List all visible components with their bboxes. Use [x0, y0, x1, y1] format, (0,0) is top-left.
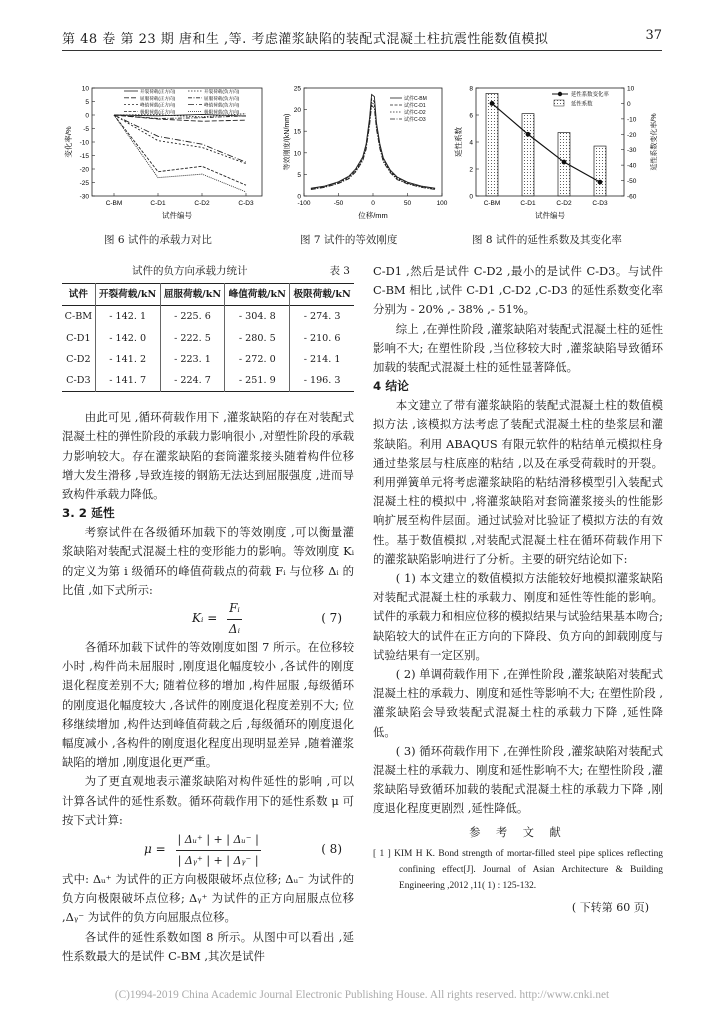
legend-label: 屈服荷载(正方向) — [140, 95, 176, 101]
x-tick-label: 100 — [436, 200, 448, 207]
equation-7-numerator: Fᵢ — [227, 599, 242, 619]
table-header: 屈服荷载/kN — [160, 284, 225, 306]
table-cell: - 141. 7 — [95, 370, 160, 392]
equation-7 — [62, 600, 354, 638]
paragraph: 为了更直观地表示灌浆缺陷对构件延性的影响 ,可以计算各试件的延性系数。循环荷载作用下的延性系数 μ 可按下式计算: — [62, 774, 354, 827]
y-tick-label: 10 — [81, 85, 89, 93]
equation-8-body — [144, 830, 261, 869]
equation-8 — [62, 830, 354, 870]
legend-label: 延性系数变化率 — [571, 92, 609, 98]
legend-label: 极限荷载(负方向) — [204, 109, 240, 115]
table-cell: - 210. 6 — [290, 328, 354, 349]
x-tick-label: 0 — [371, 200, 375, 207]
table-cell: - 251. 9 — [225, 370, 290, 392]
table-cell: - 223. 1 — [160, 349, 225, 370]
bar — [486, 93, 498, 196]
bar — [594, 146, 606, 196]
y-tick-label: -25 — [79, 180, 89, 187]
page-number: 37 — [645, 28, 662, 43]
right-column — [373, 262, 663, 917]
reference-item: [ 1 ] KIM H K. Bond strength of mortar-filled steel pipe splices reflecting confining effect[J]. Journal of Asian Architecture & Building Engineering ,2012 ,11( 1) : 125-132. — [373, 848, 663, 891]
legend-label: 试件C-D2 — [404, 110, 426, 116]
y-axis-label: 等效刚度/(kN/mm) — [284, 113, 291, 171]
table-cell: - 224. 7 — [160, 370, 225, 392]
table-3-number: 表 3 — [329, 265, 350, 277]
table-cell: - 304. 8 — [225, 306, 290, 328]
y-tick-label: 5 — [297, 171, 301, 179]
series-line — [114, 115, 246, 185]
y2-tick-label: -50 — [627, 178, 637, 186]
figure-8-caption: 图 8 试件的延性系数及其变化率 — [472, 234, 622, 246]
paragraph: 式中: Δᵤ⁺ 为试件的正方向极限破坏点位移; Δᵤ⁻ 为试件的负方向极限破坏点位移; Δᵧ⁺ 为试件的正方向屈服点位移 ,Δᵧ⁻ 为试件的负方向屈服点位移。 — [62, 872, 354, 925]
legend-swatch-point — [558, 92, 562, 96]
y-tick-label: -10 — [79, 139, 89, 147]
table-cell: - 142. 0 — [95, 328, 160, 349]
conclusion-3: ( 3) 循环荷载作用下 ,在弹性阶段 ,灌浆缺陷对装配式混凝土柱的承载力、刚度和延性影响不大; 在塑性阶段 ,灌浆缺陷导致循环加载的装配式混凝土柱的承载力下降 ,刚度退化程度更剧烈 ,延性降低。 — [373, 743, 663, 816]
table-row — [62, 306, 354, 328]
equation-8-numerator: | Δᵤ⁺ | + | Δᵤ⁻ | — [176, 830, 261, 850]
table-cell: - 274. 3 — [290, 306, 354, 328]
legend-label: 延性系数 — [571, 101, 593, 108]
y-axis-label: 延性系数 — [454, 127, 463, 157]
y-tick-label: -30 — [79, 193, 89, 201]
table-header-row — [62, 284, 354, 306]
rate-point — [526, 132, 531, 137]
x-tick-label: C-D1 — [520, 200, 536, 207]
table-header: 极限荷载/kN — [290, 284, 354, 306]
rate-point — [598, 180, 603, 185]
y-tick-label: -20 — [79, 166, 89, 174]
continued-note: ( 下转第 60 页) — [571, 900, 649, 914]
series-line — [114, 115, 246, 162]
running-header — [62, 28, 662, 51]
y2-axis-label: 延性系数变化率/% — [651, 113, 658, 171]
table-cell: - 196. 3 — [290, 370, 354, 392]
equation-7-denominator: Δᵢ — [228, 621, 240, 636]
equation-8-denominator: | Δᵧ⁺ | + | Δᵧ⁻ | — [177, 853, 259, 867]
table-cell: - 225. 6 — [160, 306, 225, 328]
x-tick-label: 50 — [403, 200, 412, 207]
equation-7-fraction — [227, 599, 242, 638]
figure-6-caption: 图 6 试件的承载力对比 — [104, 234, 212, 246]
legend-label: 峰值荷载(负方向) — [204, 102, 240, 108]
section-heading-4: 4 结论 — [373, 379, 409, 394]
table-row — [62, 370, 354, 392]
x-tick-label: C-D2 — [194, 200, 210, 207]
y2-tick-label: -30 — [627, 147, 637, 155]
x-axis-label: 试件编号 — [535, 211, 565, 220]
y2-tick-label: -40 — [627, 162, 637, 170]
y-axis-label: 变化率/% — [64, 126, 73, 158]
paragraph: 由此可见 ,循环荷载作用下 ,灌浆缺陷的存在对装配式混凝土柱的弹性阶段的承载力影响很小 ,对塑性阶段的承载力影响较大。存在灌浆缺陷的套筒灌浆接头随着构件位移增大发生滑移 ,导致连接的钢筋无法达到屈服强度 ,进而导致构件承载力降低。 — [62, 410, 355, 502]
x-tick-label: C-D2 — [556, 200, 572, 207]
figure-7-chart — [282, 84, 452, 228]
y-tick-label: 15 — [293, 128, 301, 136]
rate-point — [490, 101, 495, 106]
table-row — [62, 328, 354, 349]
bar — [522, 114, 534, 196]
rate-point — [562, 160, 567, 165]
legend-swatch-bar — [554, 100, 564, 106]
x-tick-label: -100 — [297, 200, 311, 207]
x-tick-label: C-D3 — [592, 200, 608, 207]
figure-8-chart — [454, 84, 664, 228]
table-cell: C-D3 — [66, 375, 91, 387]
y2-tick-label: 10 — [627, 85, 635, 93]
x-tick-label: C-BM — [483, 200, 501, 207]
y-tick-label: 2 — [469, 166, 473, 174]
legend-label: 极限荷载(正方向) — [140, 109, 176, 115]
y-tick-label: 25 — [293, 85, 301, 93]
table-cell: C-D1 — [66, 332, 91, 344]
table-cell: - 272. 0 — [225, 349, 290, 370]
legend-label: 试件C-D1 — [404, 103, 426, 109]
y2-tick-label: -60 — [627, 193, 637, 201]
figure-7-caption: 图 7 试件的等效刚度 — [300, 234, 398, 246]
paragraph: 各试件的延性系数如图 8 所示。从图中可以看出 ,延性系数最大的是试件 C-BM ,其次是试件 — [62, 929, 354, 963]
table-cell: - 280. 5 — [225, 328, 290, 349]
equation-8-fraction — [176, 830, 261, 869]
y-tick-label: 5 — [85, 99, 89, 106]
references-title: 参 考 文 献 — [469, 825, 567, 839]
y2-tick-label: -20 — [627, 131, 637, 139]
left-column — [62, 262, 354, 966]
legend-label: 屈服荷载(负方向) — [204, 95, 240, 101]
x-tick-label: -50 — [333, 200, 344, 207]
table-cell: C-D2 — [66, 353, 91, 365]
conclusion-1: ( 1) 本文建立的数值模拟方法能较好地模拟灌浆缺陷对装配式混凝土柱的承载力、刚度和延性等性能的影响。试件的承载力和相应位移的模拟结果与试验结果基本吻合; 缺陷较大的试件在正方向的下降段、负方向的卸载刚度与试验结果有一定区别。 — [373, 571, 663, 662]
y-tick-label: 0 — [85, 112, 89, 120]
equation-7-number: ( 7) — [321, 611, 342, 626]
x-tick-label: C-BM — [105, 200, 123, 207]
series-line — [114, 115, 246, 164]
x-axis-label: 试件编号 — [162, 211, 192, 220]
table-cell: C-BM — [64, 311, 93, 323]
table-3-title-row — [62, 262, 354, 283]
table-3 — [62, 283, 354, 392]
figure-6-chart — [62, 84, 272, 228]
y-tick-label: 0 — [469, 193, 473, 201]
legend-label: 试件C-D3 — [404, 117, 426, 123]
y2-tick-label: 0 — [627, 100, 631, 108]
legend-label: 试件C-BM — [404, 96, 427, 102]
paragraph: 本文建立了带有灌浆缺陷的装配式混凝土柱的数值模拟方法 ,该模拟方法考虑了装配式混凝土柱的垫浆层和灌浆缺陷。利用 ABAQUS 有限元软件的粘结单元模拟柱身通过垫浆层与柱底座的粘结 ,以及在承受荷载时的开裂。利用弹簧单元将考虑灌浆缺陷的粘结滑移模型引入装配式混凝土柱的模拟中 ,将灌浆缺陷对套筒灌浆接头的性能影响扩展至构件层面。通过试验对比验证了模拟方法的有效性。基于数值模拟 ,对装配式混凝土柱在循环荷载作用下的灌浆缺陷影响进行了分析。主要的研究结论如下: — [373, 398, 663, 566]
paragraph: C-D1 ,然后是试件 C-D2 ,最小的是试件 C-D3。与试件 C-BM 相比 ,试件 C-D1 ,C-D2 ,C-D3 的延性系数变化率分别为 - 20% ,- 38% ,- 51%。 — [373, 264, 663, 317]
y-tick-label: 4 — [469, 139, 473, 147]
x-tick-label: C-D3 — [238, 200, 254, 207]
table-header: 开裂荷载/kN — [95, 284, 160, 306]
header-title: 第 48 卷 第 23 期 唐和生 ,等. 考虑灌浆缺陷的装配式混凝土柱抗震性能数值模拟 — [62, 32, 549, 47]
equation-7-lhs: Kᵢ = — [192, 611, 218, 626]
y-tick-label: 0 — [297, 193, 301, 201]
equation-8-number: ( 8) — [321, 842, 342, 857]
table-cell: - 214. 1 — [290, 349, 354, 370]
table-3-title: 试件的负方向承载力统计 — [132, 265, 248, 277]
paragraph: 各循环加载下试件的等效刚度如图 7 所示。在位移较小时 ,构件尚未屈服时 ,刚度退化幅度较小 ,各试件的刚度退化程度差别不大; 随着位移的增加 ,构件屈服 ,每级循环的刚度退化幅度较大 ,各试件的刚度退化程度差别不大; 位移继续增加 ,构件达到峰值荷载之后 ,每级循环的刚度退化幅度减小 ,各构件的刚度退化程度出现明显差异 ,随着灌浆缺陷的增加 ,刚度退化更严重。 — [62, 640, 354, 770]
section-heading-3-2: 3. 2 延性 — [62, 506, 115, 521]
y-tick-label: 20 — [293, 107, 301, 115]
rate-line — [492, 103, 600, 182]
legend-label: 峰值荷载(正方向) — [140, 102, 176, 108]
legend-label: 开裂荷载(负方向) — [204, 89, 240, 94]
equation-7-body — [192, 599, 242, 638]
table-cell: - 141. 2 — [95, 349, 160, 370]
table-cell: - 222. 5 — [160, 328, 225, 349]
equation-8-lhs: μ = — [144, 842, 166, 857]
series-line — [114, 115, 246, 192]
x-tick-label: C-D1 — [150, 200, 166, 207]
paragraph: 考察试件在各级循环加载下的等效刚度 ,可以衡量灌浆缺陷对装配式混凝土柱的变形能力的影响。等效刚度 Kᵢ 的定义为第 i 级循环的峰值荷载点的荷载 Fᵢ 与位移 Δᵢ 的比值 ,如下式所示: — [62, 525, 354, 597]
table-header: 试件 — [68, 289, 88, 301]
copyright-footer: (C)1994-2019 China Academic Journal Electronic Publishing House. All rights reserved. http://www.cnki.net — [114, 989, 610, 1001]
paragraph: 综上 ,在弹性阶段 ,灌浆缺陷对装配式混凝土柱的延性影响不大; 在塑性阶段 ,当位移较大时 ,灌浆缺陷导致循环加载的装配式混凝土柱的延性显著降低。 — [373, 321, 663, 375]
conclusion-2: ( 2) 单调荷载作用下 ,在弹性阶段 ,灌浆缺陷对装配式混凝土柱的承载力、刚度和延性等影响不大; 在塑性阶段 ,灌浆缺陷会导致装配式混凝土柱的承载力下降 ,延性降低。 — [373, 667, 663, 739]
table-row — [62, 349, 354, 370]
y-tick-label: -15 — [79, 153, 89, 160]
y-tick-label: -5 — [83, 126, 89, 133]
x-axis-label: 位移/mm — [358, 211, 388, 220]
legend-label: 开裂荷载(正方向) — [140, 89, 176, 94]
y-tick-label: 10 — [293, 150, 301, 158]
y-tick-label: 8 — [469, 85, 473, 93]
y-tick-label: 6 — [469, 112, 473, 120]
table-header: 峰值荷载/kN — [225, 284, 290, 306]
y2-tick-label: -10 — [627, 116, 637, 124]
table-cell: - 142. 1 — [95, 306, 160, 328]
